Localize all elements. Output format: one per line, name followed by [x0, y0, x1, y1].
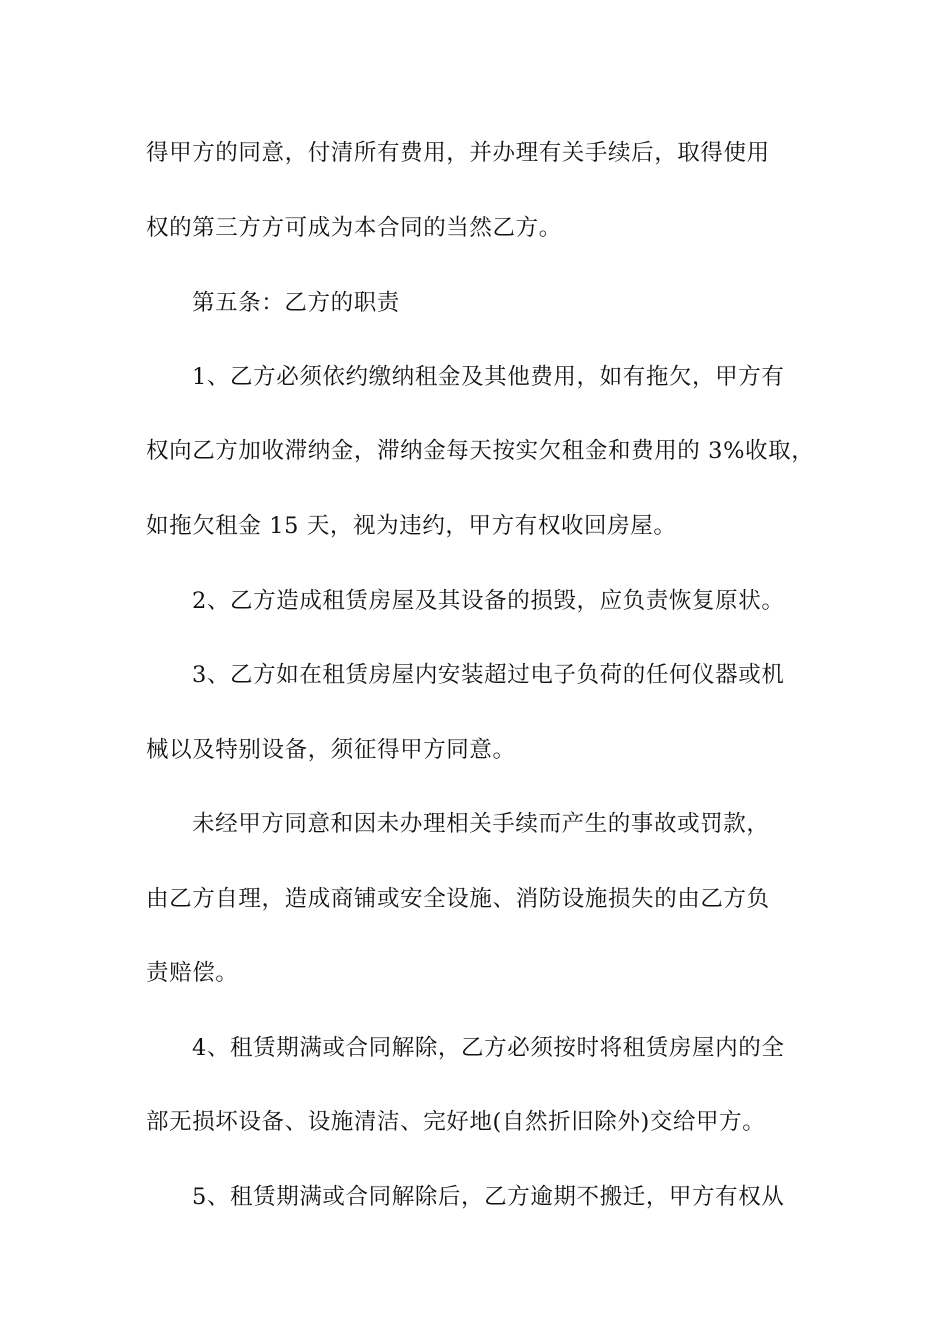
text-line: 3、乙方如在租赁房屋内安装超过电子负荷的任何仪器或机 — [192, 662, 785, 688]
text-line: 得甲方的同意，付清所有费用，并办理有关手续后，取得使用 — [146, 140, 770, 166]
text-line: 由乙方自理，造成商铺或安全设施、消防设施损失的由乙方负 — [146, 886, 770, 912]
text-line: 1、乙方必须依约缴纳租金及其他费用，如有拖欠，甲方有 — [192, 364, 785, 390]
text-line: 部无损坏设备、设施清洁、完好地(自然折旧除外)交给甲方。 — [146, 1109, 766, 1135]
section-heading: 第五条：乙方的职责 — [192, 290, 400, 316]
text-line: 未经甲方同意和因未办理相关手续而产生的事故或罚款， — [192, 811, 770, 837]
text-line: 械以及特别设备，须征得甲方同意。 — [146, 737, 516, 763]
text-line: 5、租赁期满或合同解除后，乙方逾期不搬迁，甲方有权从 — [192, 1184, 785, 1210]
text-line: 责赔偿。 — [146, 960, 239, 986]
text-line: 权向乙方加收滞纳金，滞纳金每天按实欠租金和费用的 3%收取， — [146, 438, 815, 464]
text-line: 权的第三方方可成为本合同的当然乙方。 — [146, 215, 562, 241]
text-line: 4、租赁期满或合同解除，乙方必须按时将租赁房屋内的全 — [192, 1035, 785, 1061]
text-line: 2、乙方造成租赁房屋及其设备的损毁，应负责恢复原状。 — [192, 588, 785, 614]
text-line: 如拖欠租金 15 天，视为违约，甲方有权收回房屋。 — [146, 513, 677, 539]
